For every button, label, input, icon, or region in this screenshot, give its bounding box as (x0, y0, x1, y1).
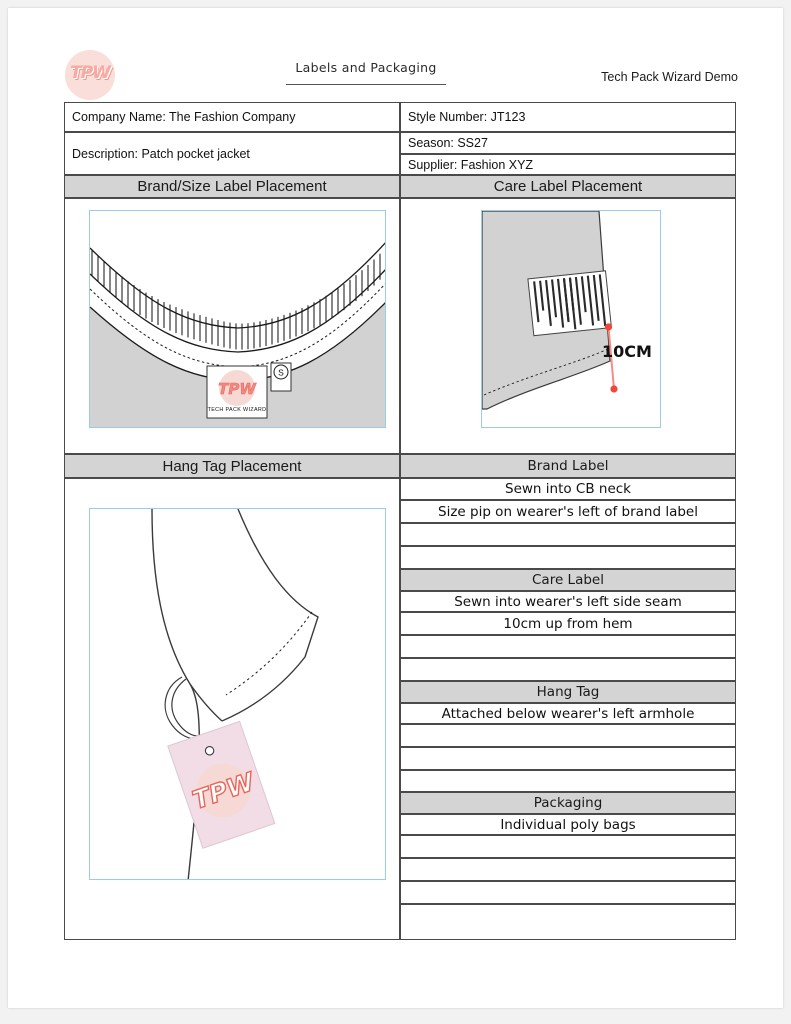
spec-row (400, 858, 736, 881)
document-page (8, 8, 783, 1008)
hang-tag-illustration-frame (89, 508, 386, 880)
spec-header-packaging: Packaging (400, 792, 736, 814)
panel-header-care-label-placement: Care Label Placement (400, 175, 736, 198)
artwork-cell-hang-tag (64, 478, 400, 940)
info-supplier: Supplier: Fashion XYZ (400, 154, 736, 175)
spec-row: Sewn into wearer's left side seam (400, 591, 736, 612)
artwork-cell-brand-size-label (64, 198, 400, 454)
info-company-name: Company Name: The Fashion Company (64, 102, 400, 132)
spec-row (400, 835, 736, 858)
spec-header-brand-label: Brand Label (400, 454, 736, 478)
side-seam-sketch (482, 211, 661, 428)
armhole-sketch (90, 509, 386, 880)
brand-label-logo-text: TPW (218, 380, 256, 398)
spec-row (400, 658, 736, 681)
info-season: Season: SS27 (400, 132, 736, 154)
spec-row (400, 546, 736, 569)
spec-row: 10cm up from hem (400, 612, 736, 635)
spec-row: Size pip on wearer's left of brand label (400, 500, 736, 523)
panel-header-hang-tag-placement: Hang Tag Placement (64, 454, 400, 478)
spec-row (400, 724, 736, 747)
spec-row (400, 881, 736, 904)
brand-label-caption-text: TECH PACK WIZARD (207, 407, 267, 413)
page-header (8, 8, 783, 100)
spec-header-hang-tag: Hang Tag (400, 681, 736, 703)
brand-label-illustration-frame (89, 210, 386, 428)
spec-row (400, 523, 736, 546)
spec-row: Individual poly bags (400, 814, 736, 835)
neckline-sketch (90, 211, 386, 428)
spec-header-care-label: Care Label (400, 569, 736, 591)
logo-text: TPW (70, 63, 110, 83)
spec-row: Attached below wearer's left armhole (400, 703, 736, 724)
measure-point-top (605, 323, 612, 330)
spec-row (400, 747, 736, 770)
spec-row (400, 770, 736, 792)
artwork-cell-care-label (400, 198, 736, 454)
size-pip-text: S (278, 367, 284, 378)
measure-point-bottom (610, 385, 617, 392)
care-label-illustration-frame (481, 210, 661, 428)
spec-row: Sewn into CB neck (400, 478, 736, 500)
page-title: Labels and Packaging (286, 60, 446, 85)
spec-row (400, 635, 736, 658)
info-style-number: Style Number: JT123 (400, 102, 736, 132)
hang-tag-logo-text: TPW (188, 766, 258, 815)
panel-header-brand-size-label-placement: Brand/Size Label Placement (64, 175, 400, 198)
spec-row (400, 904, 736, 940)
care-measurement-label: 10CM (602, 342, 652, 361)
document-owner: Tech Pack Wizard Demo (601, 70, 738, 84)
info-description: Description: Patch pocket jacket (64, 132, 400, 175)
tpw-logo (65, 50, 119, 104)
